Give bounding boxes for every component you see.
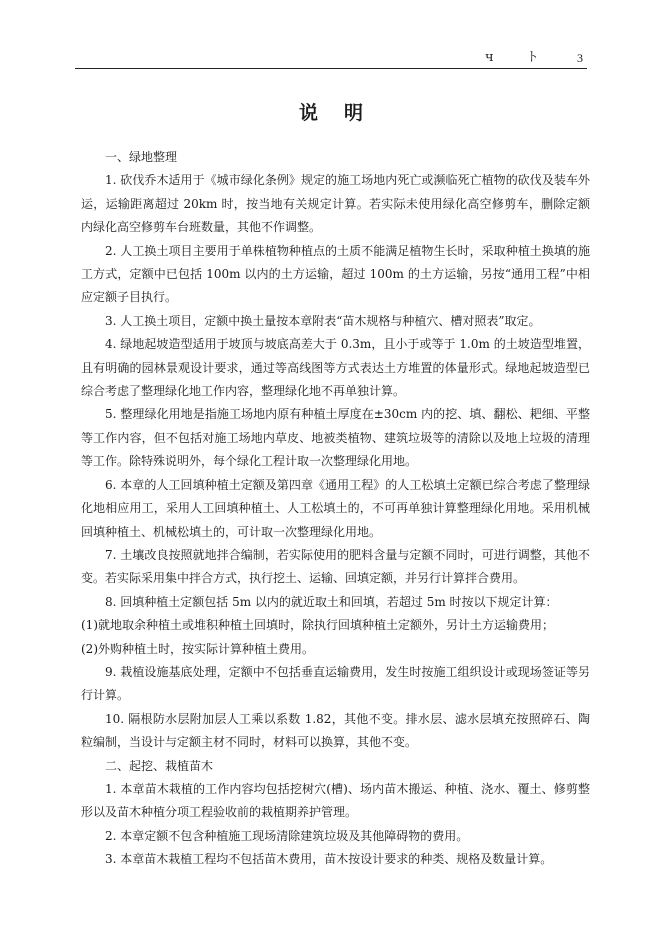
paragraph: 9. 栽植设施基底处理，定额中不包括垂直运输费用，发生时按施工组织设计或现场签证等另行计算。 — [81, 664, 590, 703]
sub-item: (2)外购种植土时，按实际计算种植土费用。 — [81, 641, 314, 656]
paragraph: 5. 整理绿化用地是指施工场地内原有种植土厚度在±30cm 内的挖、填、翻松、耙细、平整等工作内容，但不包括对施工场地内草皮、地被类植物、建筑垃圾等的清除以及地上垃圾的清理等工作。除特殊说明外，每个绿化工程计取一次整理绿化用地。 — [81, 407, 590, 469]
page-title: 说明 — [298, 102, 389, 124]
paragraph: 10. 隔根防水层附加层人工乘以系数 1.82，其他不变。排水层、滤水层填充按照碎石、陶粒编制，当设计与定额主材不同时，材料可以换算，其他不变。 — [81, 711, 590, 750]
paragraph: 3. 本章苗木栽植工程均不包括苗木费用，苗木按设计要求的种类、规格及数量计算。 — [105, 852, 553, 867]
section-heading: 一、绿地整理 — [105, 150, 178, 164]
sub-item: (1)就地取余种植土或堆积种植土回填时，除执行回填种植土定额外，另计土方运输费用； — [81, 618, 555, 633]
paragraph: 8. 回填种植土定额包括 5m 以内的就近取土和回填，若超过 5m 时按以下规定计算： — [105, 594, 558, 609]
document-body — [81, 146, 590, 872]
paragraph: 3. 人工换土项目，定额中换土量按本章附表“苗木规格与种植穴、槽对照表”取定。 — [105, 313, 541, 328]
paragraph: 1. 砍伐乔木适用于《城市绿化条例》规定的施工场地内死亡或濒临死亡植物的砍伐及装车外运，运输距离超过 20km 时，按当地有关规定计算。若实际未使用绿化高空修剪车，删除定额内绿化高空修剪车台班数量，其他不作调整。 — [81, 173, 590, 235]
header-mark-right: ト — [526, 50, 540, 65]
paragraph: 1. 本章苗木栽植的工作内容均包括挖树穴(槽)、场内苗木搬运、种植、浇水、覆土、修剪整形以及苗木种植分项工程验收前的栽植期养护管理。 — [81, 781, 590, 820]
header-mark-left: ч — [485, 50, 494, 65]
paragraph: 2. 人工换土项目主要用于单株植物种植点的土质不能满足植物生长时，采取种植土换填的施工方式，定额中已包括 100m 以内的土方运输，超过 100m 的土方运输，另按“通用工程”中相应定额子目执行。 — [81, 243, 590, 305]
paragraph: 7. 土壤改良按照就地拌合编制，若实际使用的肥料含量与定额不同时，可进行调整，其他不变。若实际采用集中拌合方式，执行挖土、运输、回填定额，并另行计算拌合费用。 — [81, 547, 590, 586]
paragraph: 6. 本章的人工回填种植土定额及第四章《通用工程》的人工松填土定额已综合考虑了整理绿化地相应用工，采用人工回填种植土、人工松填土的，不可再单独计算整理绿化用地。采用机械回填种植土、机械松填土的，可计取一次整理绿化用地。 — [81, 477, 590, 539]
paragraph: 4. 绿地起坡造型适用于坡顶与坡底高差大于 0.3m，且小于或等于 1.0m 的土坡造型堆置，且有明确的园林景观设计要求，通过等高线图等方式表达土方堆置的体量形式。绿地起坡造型已综合考虑了整理绿化地工作内容，整理绿化地不再单独计算。 — [81, 337, 590, 399]
paragraph: 2. 本章定额不包含种植施工现场清除建筑垃圾及其他障碍物的费用。 — [105, 828, 469, 843]
section-heading: 二、起挖、栽植苗木 — [105, 758, 214, 773]
page-header — [75, 48, 587, 69]
page-number: 3 — [577, 51, 583, 65]
